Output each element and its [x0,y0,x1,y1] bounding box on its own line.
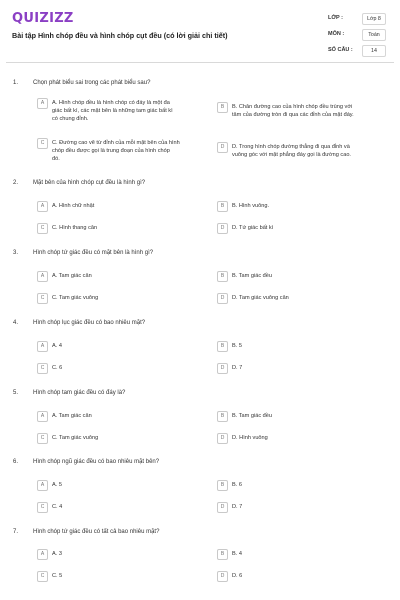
option-letter-box: D [217,502,228,513]
option-text: A. Hình chữ nhật [52,203,95,209]
option-letter-box: B [217,549,228,560]
option-text: C. Đường cao vẽ từ đỉnh của mỗi mặt bên của hình chóp đều được gọi là trung đoạn của hình chóp đó. [52,140,180,163]
option-letter-box: B [217,201,228,212]
option-text: D. Tứ giác bất kì [232,225,274,231]
question-number: 6. [13,459,19,465]
question-number: 1. [13,80,19,86]
option-letter-box: C [37,138,48,149]
question-text: Mặt bên của hình chóp cụt đều là hình gì? [33,180,146,186]
option-text: D. Hình vuông [232,435,268,441]
option-text: B. Hình vuông. [232,203,270,209]
question-text: Hình chóp tứ giác đều có tất cả bao nhiêu mặt? [33,529,160,535]
question-text: Hình chóp ngũ giác đều có bao nhiêu mặt bên? [33,459,160,465]
option-text: D. 7 [232,504,243,510]
option-letter-box: D [217,433,228,444]
option-text: D. 7 [232,365,243,371]
option-letter-box: A [37,341,48,352]
option-text: A. Tam giác cân [52,413,92,419]
worksheet-meta [328,13,386,61]
option-letter-box: B [217,271,228,282]
option-letter-box: C [37,433,48,444]
question-number: 2. [13,180,19,186]
question-text: Hình chóp tứ giác đều có mặt bên là hình gì? [33,250,154,256]
option-letter-box: D [217,142,228,153]
option-text: C. 5 [52,573,63,579]
option-letter-box: D [217,223,228,234]
option-letter-box: C [37,223,48,234]
option-text: B. 4 [232,551,242,557]
option-letter-box: A [37,201,48,212]
option-text: A. 3 [52,551,62,557]
option-letter-box: C [37,363,48,374]
option-letter-box: A [37,480,48,491]
option-letter-box: A [37,98,48,109]
option-text: B. Tam giác đều [232,273,273,279]
option-text: B. Chân đường cao của hình chóp đều trùng với tâm của đường tròn đi qua các đỉnh của mặt đáy. [232,104,354,119]
option-letter-box: C [37,293,48,304]
option-letter-box: B [217,480,228,491]
meta-label: SỐ CÂU : [328,47,353,53]
question-text: Chọn phát biểu sai trong các phát biểu sau? [33,80,151,86]
option-text: B. Tam giác đều [232,413,273,419]
meta-value: Lớp 8 [362,13,386,25]
option-text: D. 6 [232,573,243,579]
option-text: A. Tam giác cân [52,273,92,279]
option-text: C. 4 [52,504,63,510]
option-letter-box: D [217,363,228,374]
question-number: 3. [13,250,19,256]
option-text: C. Tam giác vuông [52,435,99,441]
option-text: D. Tam giác vuông cân [232,295,289,301]
option-letter-box: B [217,341,228,352]
option-text: A. 5 [52,482,62,488]
option-letter-box: D [217,293,228,304]
option-letter-box: A [37,271,48,282]
option-letter-box: C [37,571,48,582]
meta-row-question-count [328,45,386,61]
meta-label: LỚP : [328,15,343,21]
quizizz-logo: QUIZIZZ [12,11,74,26]
option-text: A. 4 [52,343,62,349]
option-text: B. 6 [232,482,242,488]
meta-value: Toán [362,29,386,41]
meta-label: MÔN : [328,31,345,37]
meta-row-grade [328,13,386,29]
option-letter-box: C [37,502,48,513]
option-text: D. Trong hình chóp đường thẳng đi qua đỉnh và vuông góc với mặt phẳng đáy gọi là đường cao. [232,144,351,159]
option-text: C. Hình thang cân [52,225,98,231]
option-text: C. Tam giác vuông [52,295,99,301]
question-number: 4. [13,320,19,326]
question-number: 5. [13,390,19,396]
option-letter-box: A [37,549,48,560]
question-text: Hình chóp lục giác đều có bao nhiêu mặt? [33,320,146,326]
option-letter-box: B [217,411,228,422]
worksheet-header [6,0,394,63]
option-letter-box: A [37,411,48,422]
option-text: B. 5 [232,343,242,349]
meta-row-subject [328,29,386,45]
option-text: C. 6 [52,365,63,371]
question-number: 7. [13,529,19,535]
question-text: Hình chóp tam giác đều có đáy là? [33,390,126,396]
option-letter-box: B [217,102,228,113]
worksheet-title: Bài tập Hình chóp đều và hình chóp cụt đều (có lời giải chi tiết) [12,31,228,40]
option-letter-box: D [217,571,228,582]
meta-value: 14 [362,45,386,57]
option-text: A. Hình chóp đều là hình chóp có đáy là một đa giác bất kì, các mặt bên là những tam giác bất kì có chung đỉnh. [52,100,173,123]
